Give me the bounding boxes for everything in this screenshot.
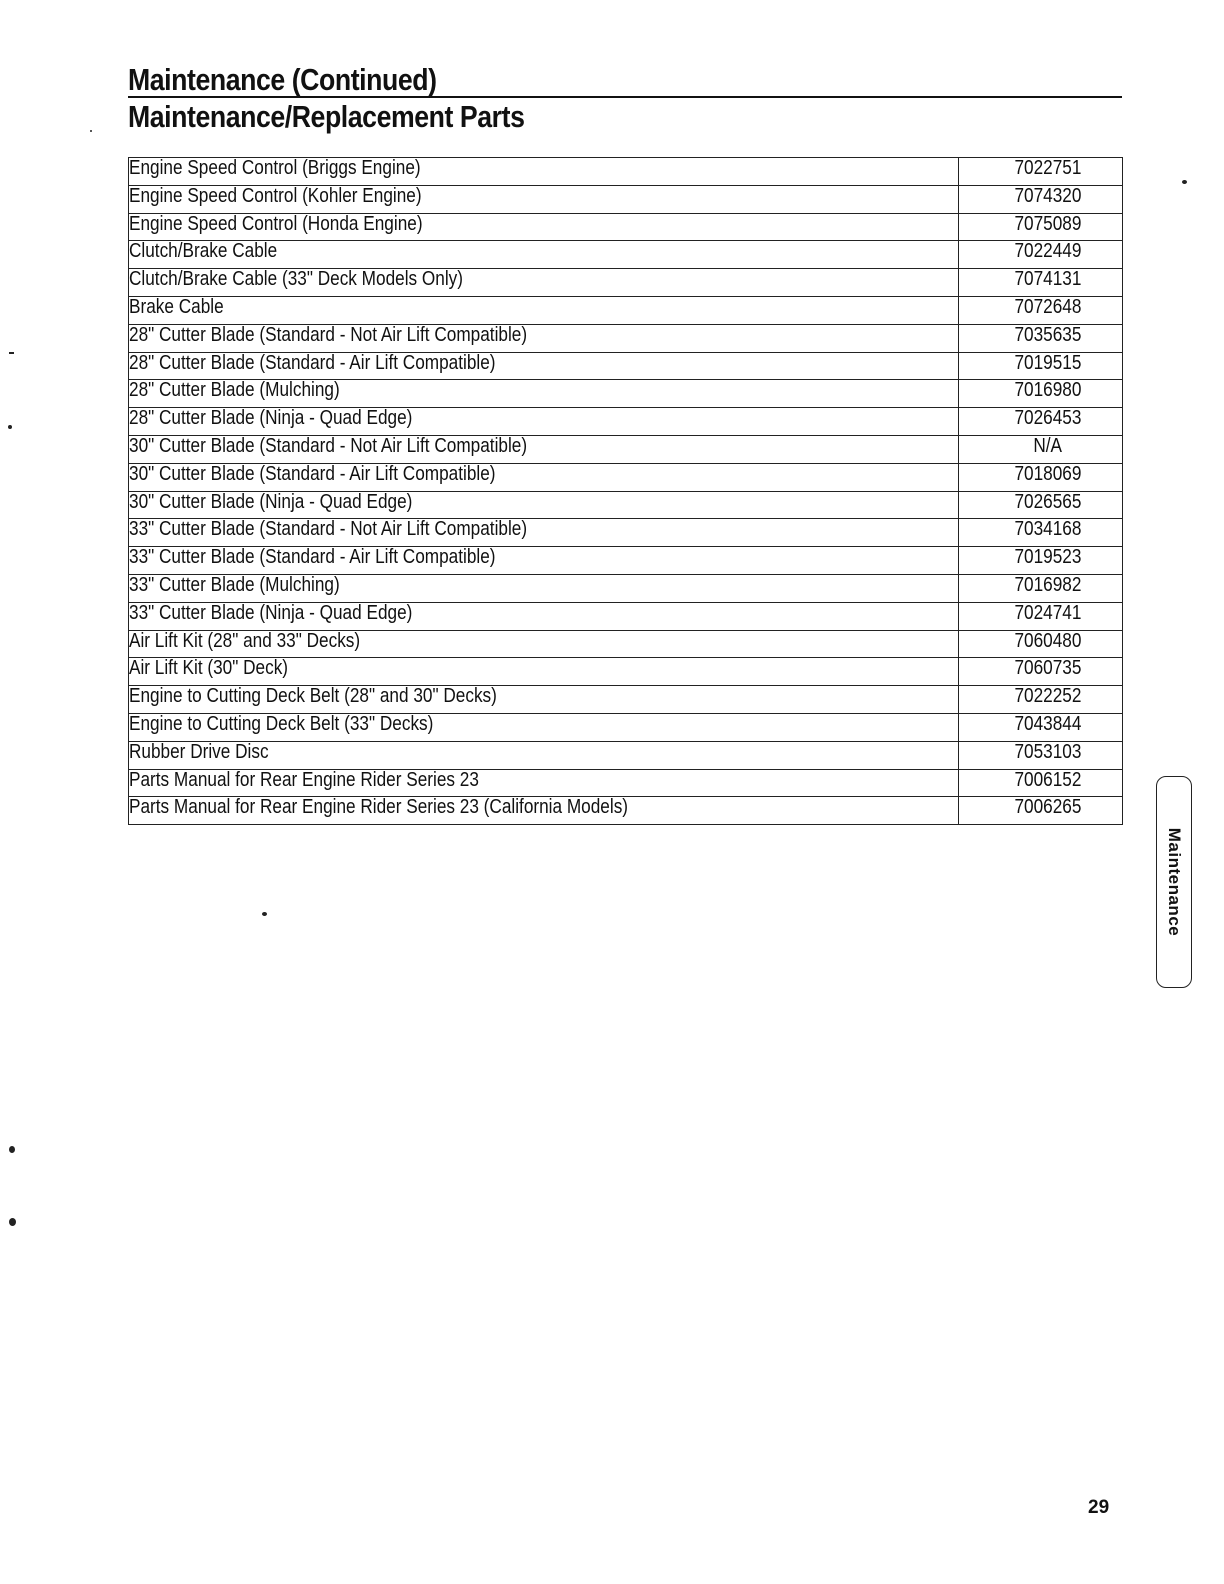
part-description-cell (129, 519, 959, 547)
part-number-cell (959, 463, 1123, 491)
part-description: Parts Manual for Rear Engine Rider Series 23 (129, 769, 479, 791)
part-number: 7006265 (1014, 796, 1081, 819)
part-description-cell (129, 324, 959, 352)
part-description: Clutch/Brake Cable (33" Deck Models Only) (129, 268, 463, 291)
part-number-cell (959, 547, 1123, 575)
scan-speck (262, 912, 267, 916)
part-description: Parts Manual for Rear Engine Rider Series 23 (California Models) (129, 796, 629, 819)
section-side-tab (1156, 776, 1192, 988)
part-number-cell (959, 741, 1123, 769)
part-number-cell (959, 630, 1123, 658)
part-description-cell (129, 158, 959, 186)
part-description-cell (129, 352, 959, 380)
part-description-cell (129, 769, 959, 797)
part-number-cell (959, 269, 1123, 297)
table-row (129, 797, 1123, 825)
part-description: 28" Cutter Blade (Standard - Air Lift Compatible) (129, 352, 496, 374)
part-number: 7072648 (1014, 296, 1081, 318)
part-description: 33" Cutter Blade (Ninja - Quad Edge) (129, 602, 413, 624)
table-row (129, 324, 1123, 352)
table-row (129, 463, 1123, 491)
part-number-cell (959, 408, 1123, 436)
table-row (129, 713, 1123, 741)
part-description-cell (129, 630, 959, 658)
part-description-cell (129, 241, 959, 269)
part-description: 33" Cutter Blade (Standard - Not Air Lift Compatible) (129, 518, 528, 541)
part-number: 7075089 (1014, 213, 1081, 235)
scan-speck (9, 1218, 16, 1226)
page-number: 29 (1088, 1497, 1110, 1518)
part-number-cell (959, 686, 1123, 714)
table-row (129, 435, 1123, 463)
table-row (129, 185, 1123, 213)
scan-speck (90, 130, 92, 132)
table-row (129, 519, 1123, 547)
scan-speck (9, 352, 14, 354)
table-row (129, 352, 1123, 380)
table-row (129, 380, 1123, 408)
part-description: Brake Cable (129, 296, 224, 318)
part-number-cell (959, 658, 1123, 686)
table-row (129, 269, 1123, 297)
part-description: Rubber Drive Disc (129, 741, 269, 763)
part-description-cell (129, 547, 959, 575)
part-description-cell (129, 213, 959, 241)
part-description-cell (129, 741, 959, 769)
part-number: 7016980 (1014, 379, 1081, 402)
scan-speck (8, 425, 12, 429)
part-description-cell (129, 463, 959, 491)
table-row (129, 296, 1123, 324)
part-description: 30" Cutter Blade (Standard - Air Lift Compatible) (129, 463, 496, 485)
part-number: 7024741 (1014, 602, 1081, 624)
part-number-cell (959, 352, 1123, 380)
part-description: Engine to Cutting Deck Belt (33" Decks) (129, 713, 434, 735)
part-description: 33" Cutter Blade (Standard - Air Lift Compatible) (129, 546, 496, 569)
side-tab-label: Maintenance (1165, 827, 1184, 937)
part-number: 7019523 (1014, 546, 1081, 569)
part-number: 7060735 (1014, 657, 1081, 680)
part-description: 28" Cutter Blade (Mulching) (129, 379, 340, 402)
part-description-cell (129, 602, 959, 630)
part-number: 7060480 (1014, 630, 1081, 652)
part-description: Clutch/Brake Cable (129, 240, 278, 263)
part-number: 7034168 (1014, 518, 1081, 541)
part-description-cell (129, 713, 959, 741)
part-description-cell (129, 185, 959, 213)
table-row (129, 547, 1123, 575)
table-row (129, 408, 1123, 436)
title-rule (128, 96, 1122, 98)
part-number: 7016982 (1014, 574, 1081, 596)
part-description-cell (129, 435, 959, 463)
part-description: Air Lift Kit (28" and 33" Decks) (129, 630, 361, 652)
parts-table-body (129, 158, 1123, 825)
part-description: 33" Cutter Blade (Mulching) (129, 574, 340, 596)
part-description: Engine Speed Control (Kohler Engine) (129, 185, 422, 207)
scan-speck (1182, 180, 1187, 184)
part-number: 7026565 (1014, 491, 1081, 513)
part-number-cell (959, 797, 1123, 825)
table-row (129, 158, 1123, 186)
part-number-cell (959, 491, 1123, 519)
scan-speck (9, 1146, 15, 1153)
part-number-cell (959, 519, 1123, 547)
part-number-cell (959, 602, 1123, 630)
part-number: 7019515 (1014, 352, 1081, 374)
part-number-cell (959, 296, 1123, 324)
part-number: N/A (1033, 435, 1062, 457)
part-description-cell (129, 408, 959, 436)
part-number: 7074320 (1014, 185, 1081, 207)
table-row (129, 769, 1123, 797)
part-number-cell (959, 769, 1123, 797)
table-row (129, 686, 1123, 714)
parts-table (128, 157, 1123, 825)
part-description: 30" Cutter Blade (Standard - Not Air Lift Compatible) (129, 435, 528, 457)
part-number: 7018069 (1014, 463, 1081, 485)
table-row (129, 574, 1123, 602)
table-row (129, 630, 1123, 658)
part-number: 7026453 (1014, 407, 1081, 430)
part-description: 28" Cutter Blade (Standard - Not Air Lift Compatible) (129, 324, 528, 346)
part-description-cell (129, 269, 959, 297)
part-number-cell (959, 158, 1123, 186)
part-number: 7035635 (1014, 324, 1081, 346)
section-title: Maintenance/Replacement Parts (128, 99, 525, 134)
part-number: 7006152 (1014, 769, 1081, 791)
part-number: 7022252 (1014, 685, 1081, 708)
part-number-cell (959, 713, 1123, 741)
part-number-cell (959, 213, 1123, 241)
part-number-cell (959, 324, 1123, 352)
part-number: 7053103 (1014, 741, 1081, 763)
part-number: 7022449 (1014, 240, 1081, 263)
part-description: Air Lift Kit (30" Deck) (129, 657, 289, 680)
table-row (129, 213, 1123, 241)
part-description-cell (129, 658, 959, 686)
part-number-cell (959, 435, 1123, 463)
table-row (129, 741, 1123, 769)
part-description-cell (129, 380, 959, 408)
table-row (129, 241, 1123, 269)
part-description: 28" Cutter Blade (Ninja - Quad Edge) (129, 407, 413, 430)
part-description: 30" Cutter Blade (Ninja - Quad Edge) (129, 491, 413, 513)
part-description: Engine to Cutting Deck Belt (28" and 30" Decks) (129, 685, 497, 708)
part-description: Engine Speed Control (Honda Engine) (129, 213, 423, 235)
part-description: Engine Speed Control (Briggs Engine) (129, 157, 421, 179)
part-number-cell (959, 574, 1123, 602)
part-number-cell (959, 185, 1123, 213)
part-number-cell (959, 241, 1123, 269)
table-row (129, 602, 1123, 630)
part-description-cell (129, 797, 959, 825)
part-number: 7022751 (1014, 157, 1081, 179)
part-description-cell (129, 491, 959, 519)
table-row (129, 658, 1123, 686)
part-description-cell (129, 686, 959, 714)
part-description-cell (129, 296, 959, 324)
page-title: Maintenance (Continued) (128, 62, 437, 97)
part-description-cell (129, 574, 959, 602)
part-number: 7074131 (1014, 268, 1081, 291)
table-row (129, 491, 1123, 519)
part-number-cell (959, 380, 1123, 408)
part-number: 7043844 (1014, 713, 1081, 735)
